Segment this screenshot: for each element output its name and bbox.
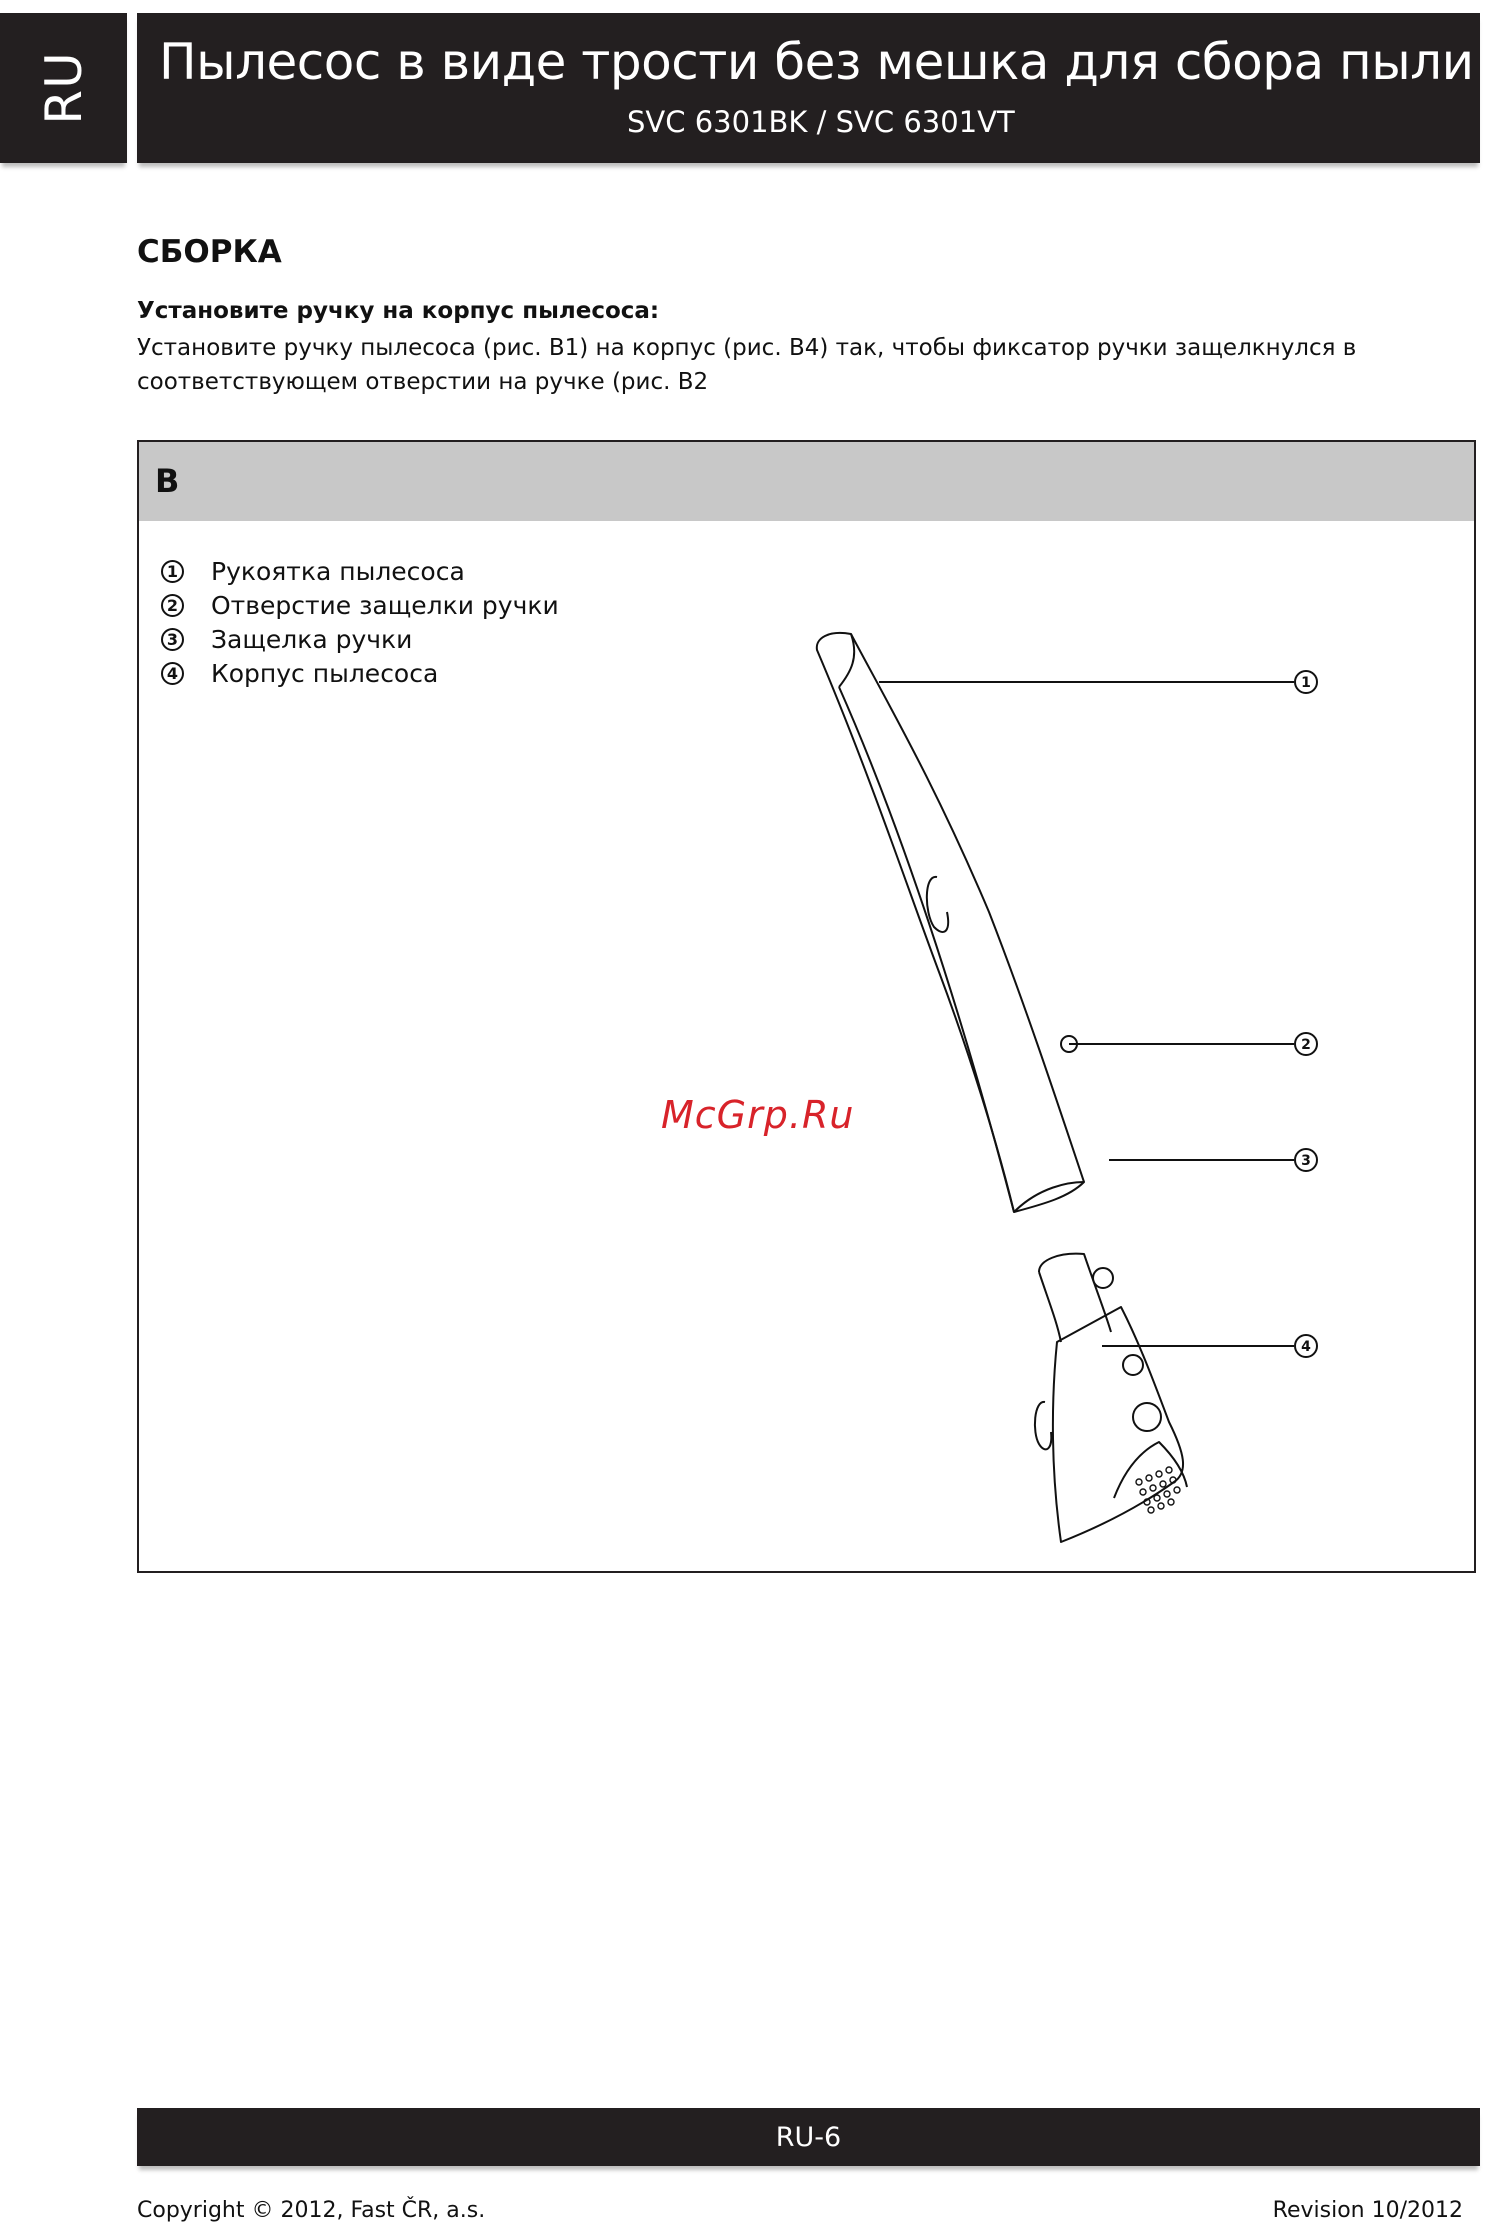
vacuum-illustration [139,442,1474,1571]
body-neck-side [1039,1272,1061,1342]
latch-button [1093,1268,1113,1288]
body-button [1123,1355,1143,1375]
handle-grip [839,634,854,687]
instruction-text: Установите ручку пылесоса (рис. B1) на корпус (рис. B4) так, чтобы фиксатор ручки защелкнулся в соответствующем отверстии на ручке (рис. B2 [137,335,1357,395]
legend-number: 2 [161,594,184,617]
model-number: SVC 6301BK / SVC 6301VT [627,105,1015,139]
language-tab [0,13,127,163]
handle-outline [817,633,1084,1212]
body-side-clip [1035,1402,1051,1449]
legend-text: Отверстие защелки ручки [211,590,559,620]
callout-number-3: 3 [1301,1153,1311,1169]
legend-number: 3 [161,628,184,651]
handle-base [1014,1182,1084,1212]
page-number: RU-6 [775,2122,842,2153]
language-code: RU [34,51,93,125]
body-neck [1039,1254,1111,1332]
watermark: McGrp.Ru [661,1093,855,1137]
section-title: СБОРКА [137,234,282,270]
legend-text: Защелка ручки [211,624,413,654]
body-knob [1133,1403,1161,1431]
callout-number-2: 2 [1301,1037,1311,1053]
figure-label: B [155,462,180,500]
instruction-heading: Установите ручку на корпус пылесоса: [137,298,660,324]
page-title: Пылесос в виде трости без мешка для сбора пыли [159,33,1474,91]
legend-number: 1 [161,560,184,583]
handle-edge [839,687,1014,1212]
copyright: Copyright © 2012, Fast ČR, a.s. [137,2198,486,2223]
legend-number: 4 [161,662,184,685]
footer-bar [137,2108,1480,2166]
callout-number-4: 4 [1301,1339,1311,1355]
callout-number-1: 1 [1301,675,1311,691]
header-bar [137,13,1480,163]
vent-holes [1136,1467,1180,1513]
legend-text: Рукоятка пылесоса [211,556,465,586]
revision: Revision 10/2012 [1272,2198,1463,2223]
legend-text: Корпус пылесоса [211,658,439,688]
figure-box [137,440,1476,1573]
